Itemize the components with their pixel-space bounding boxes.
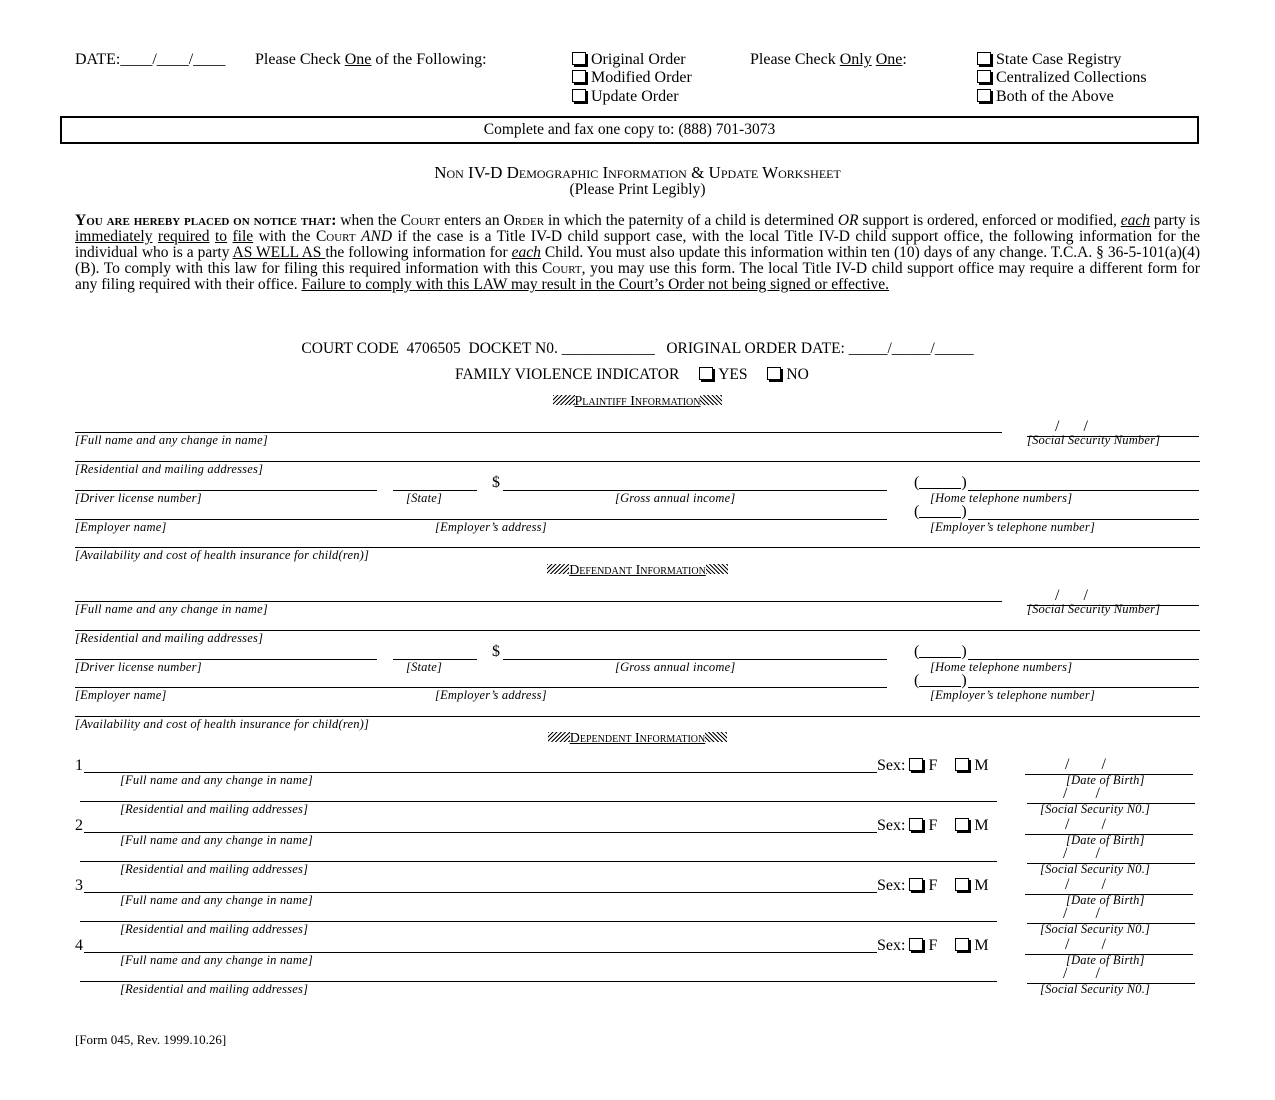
dependent-4-sex: Sex: F M [877, 937, 989, 954]
dependent-2-address-caption: [Residential and mailing addresses] [120, 862, 309, 876]
court-code-line[interactable]: COURT CODE 4706505 DOCKET N0. ____________ ORIGINAL ORDER DATE: _____/_____/_____ [301, 340, 974, 357]
dependent-3-dob-caption: [Date of Birth] [1066, 893, 1145, 907]
date-field[interactable] [75, 51, 225, 69]
checkbox-fvi-no[interactable] [767, 367, 781, 380]
checkbox-dependent-3-f[interactable] [909, 878, 923, 891]
check-one-instruction: Please Check One of the Following: [255, 51, 487, 68]
defendant-driver-caption: [Driver license number] [75, 660, 202, 674]
plaintiff-driver-caption: [Driver license number] [75, 491, 202, 505]
plaintiff-employer-phone-caption: [Employer’s telephone number] [930, 520, 1096, 534]
defendant-dollar-sign: $ [492, 643, 500, 660]
legal-notice: You are hereby placed on notice that: when the Court enters an Order in which the paternity of a child is determined OR support is ordered, enforced or modified, each party is immediately required to file with the Court AND if the case is a Title IV-D child support case, with the local Title IV-D child support office, the following information for the individual who is a party AS WELL AS the following information for each Child. You must also update this information within ten (10) days of any change. T.C.A. § 36-5-101(a)(4)(B). To comply with this law for filing this required information with this Court, you may use this form. The local Title IV-D child support office may require a different form for any filing required with their office. Failure to comply with this LAW may result in the Court’s Order not being signed or effective. [75, 212, 1201, 293]
checkbox-both[interactable] [977, 89, 991, 102]
dependent-number: 3 [75, 877, 83, 894]
check-only-one-instruction: Please Check Only One: [750, 51, 907, 68]
defendant-ssn-line[interactable]: / / [1027, 587, 1199, 606]
dependent-3-address-caption: [Residential and mailing addresses] [120, 922, 309, 936]
date-blank[interactable]: ____/____/____ [120, 51, 226, 68]
checkbox-dependent-1-m[interactable] [955, 758, 969, 771]
defendant-employer-caption: [Employer name] [75, 688, 167, 702]
plaintiff-ssn-caption: [Social Security Number] [1027, 433, 1161, 447]
checkbox-modified-order[interactable] [572, 70, 586, 83]
checkbox-dependent-2-m[interactable] [955, 818, 969, 831]
checkbox-dependent-3-m[interactable] [955, 878, 969, 891]
defendant-employer-phone-paren: ( ) [914, 672, 967, 689]
dependent-4-ssn-line[interactable]: / / [1027, 965, 1195, 984]
dependent-1-ssn-line[interactable]: / / [1027, 785, 1195, 804]
plaintiff-employer-caption: [Employer name] [75, 520, 167, 534]
dependent-3-sex: Sex: F M [877, 877, 989, 894]
dependent-4-dob-line[interactable]: / / [1025, 936, 1193, 955]
dependent-3-ssn-caption: [Social Security N0.] [1040, 922, 1151, 936]
defendant-address-caption: [Residential and mailing addresses] [75, 631, 264, 645]
plaintiff-dollar-sign: $ [492, 474, 500, 491]
order-option-original[interactable]: Original Order [572, 51, 686, 69]
dependent-1-dob-line[interactable]: / / [1025, 756, 1193, 775]
defendant-income-caption: [Gross annual income] [615, 660, 736, 674]
order-option-modified[interactable]: Modified Order [572, 69, 692, 87]
dependent-1-name-caption: [Full name and any change in name] [120, 773, 313, 787]
dependent-1-dob-caption: [Date of Birth] [1066, 773, 1145, 787]
defendant-insurance-caption: [Availability and cost of health insurance for child(ren)] [75, 717, 370, 731]
defendant-employer-address-caption: [Employer’s address] [435, 688, 547, 702]
plaintiff-home-phone-paren: ( ) [914, 474, 967, 491]
plaintiff-employer-address-caption: [Employer’s address] [435, 520, 547, 534]
checkbox-dependent-4-f[interactable] [909, 938, 923, 951]
plaintiff-insurance-caption: [Availability and cost of health insurance for child(ren)] [75, 548, 370, 562]
dependent-2-dob-line[interactable]: / / [1025, 816, 1193, 835]
checkbox-dependent-4-m[interactable] [955, 938, 969, 951]
dependent-1-sex: Sex: F M [877, 757, 989, 774]
defendant-employer-phone-caption: [Employer’s telephone number] [930, 688, 1096, 702]
checkbox-update-order[interactable] [572, 89, 586, 102]
dependent-2-ssn-line[interactable]: / / [1027, 845, 1195, 864]
checkbox-original-order[interactable] [572, 52, 586, 65]
plaintiff-section-title: Plaintiff Information [0, 394, 1275, 410]
dependent-3-ssn-line[interactable]: / / [1027, 905, 1195, 924]
registry-option-state[interactable]: State Case Registry [977, 51, 1121, 69]
dependent-4-ssn-caption: [Social Security N0.] [1040, 982, 1151, 996]
plaintiff-name-caption: [Full name and any change in name] [75, 433, 268, 447]
defendant-ssn-caption: [Social Security Number] [1027, 602, 1161, 616]
dependent-4-address-caption: [Residential and mailing addresses] [120, 982, 309, 996]
checkbox-dependent-1-f[interactable] [909, 758, 923, 771]
form-footer: [Form 045, Rev. 1999.10.26] [75, 1032, 227, 1047]
plaintiff-employer-phone-paren: ( ) [914, 503, 967, 520]
dependent-3-dob-line[interactable]: / / [1025, 876, 1193, 895]
fax-text: Complete and fax one copy to: (888) 701-3073 [483, 121, 776, 138]
defendant-section-title: Defendant Information [0, 563, 1275, 579]
checkbox-centralized-collections[interactable] [977, 70, 991, 83]
defendant-state-caption: [State] [406, 660, 443, 674]
defendant-home-phone-paren: ( ) [914, 643, 967, 660]
checkbox-dependent-2-f[interactable] [909, 818, 923, 831]
page-title: Non IV-D Demographic Information & Update Worksheet [434, 163, 841, 182]
date-label: DATE: [75, 51, 121, 68]
dependent-2-name-caption: [Full name and any change in name] [120, 833, 313, 847]
checkbox-state-case-registry[interactable] [977, 52, 991, 65]
plaintiff-income-caption: [Gross annual income] [615, 491, 736, 505]
defendant-home-phone-caption: [Home telephone numbers] [930, 660, 1073, 674]
defendant-name-caption: [Full name and any change in name] [75, 602, 268, 616]
fvi-label: FAMILY VIOLENCE INDICATOR [455, 366, 680, 383]
dependent-1-ssn-caption: [Social Security N0.] [1040, 802, 1151, 816]
family-violence-indicator: FAMILY VIOLENCE INDICATOR YES NO [455, 366, 809, 383]
registry-option-centralized[interactable]: Centralized Collections [977, 69, 1147, 87]
plaintiff-ssn-line[interactable]: / / [1027, 418, 1199, 437]
dependent-3-name-caption: [Full name and any change in name] [120, 893, 313, 907]
dependent-4-dob-caption: [Date of Birth] [1066, 953, 1145, 967]
plaintiff-home-phone-caption: [Home telephone numbers] [930, 491, 1073, 505]
plaintiff-address-caption: [Residential and mailing addresses] [75, 462, 264, 476]
plaintiff-state-caption: [State] [406, 491, 443, 505]
dependent-number: 1 [75, 757, 83, 774]
fax-box [60, 116, 1199, 144]
dependent-4-name-caption: [Full name and any change in name] [120, 953, 313, 967]
dependent-number: 4 [75, 937, 83, 954]
dependent-number: 2 [75, 817, 83, 834]
dependent-2-ssn-caption: [Social Security N0.] [1040, 862, 1151, 876]
page-subtitle: (Please Print Legibly) [569, 181, 706, 198]
dependent-2-sex: Sex: F M [877, 817, 989, 834]
dependent-2-dob-caption: [Date of Birth] [1066, 833, 1145, 847]
dependent-section-title: Dependent Information [0, 731, 1275, 747]
dependent-1-address-caption: [Residential and mailing addresses] [120, 802, 309, 816]
checkbox-fvi-yes[interactable] [699, 367, 713, 380]
registry-option-both[interactable]: Both of the Above [977, 88, 1114, 106]
order-option-update[interactable]: Update Order [572, 88, 679, 106]
